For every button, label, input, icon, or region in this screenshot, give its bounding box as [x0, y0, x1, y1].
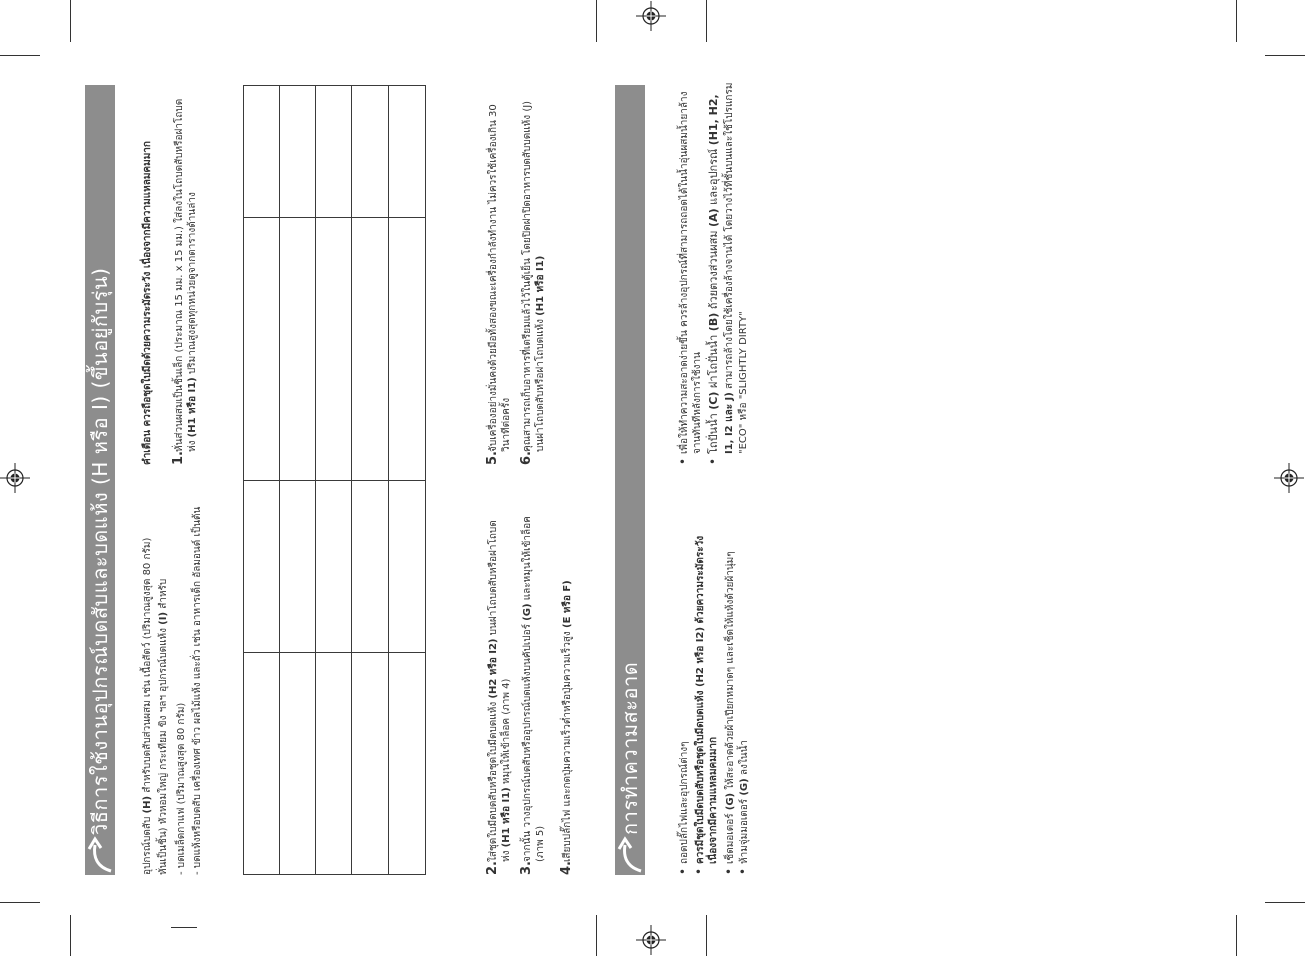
table-cell: [352, 481, 389, 653]
table-cell: [352, 653, 389, 875]
crop-mark: [70, 915, 71, 956]
list-item-continuation: เนื่องจากมีความแหลมคมมาก: [708, 736, 719, 864]
registration-mark-icon: [636, 925, 666, 955]
table-cell: [244, 86, 280, 218]
crop-mark: [596, 0, 597, 42]
table-cell: [389, 481, 426, 653]
intro-line: อุปกรณ์บดสับ (H) สำหรับบดสับส่วนผสม เช่น เนื้อสัตว์ (ปริมาณสูงสุด 80 กรัม): [142, 537, 153, 875]
registration-mark-icon: [1274, 463, 1304, 493]
table-cell: [244, 653, 280, 875]
crop-mark: [0, 902, 40, 903]
intro-line: - บดแห้งหรือบดสับ เครื่องเทศ ข้าว ผลไม้แห้ง และถั่ว เช่น อาหารเด็ก อัลมอนด์ เป็นต้น: [192, 506, 203, 875]
table-cell: [389, 653, 426, 875]
section-header-cleaning: [615, 85, 645, 875]
table-cell: [352, 217, 389, 481]
table-cell: [389, 217, 426, 481]
table-cell: [280, 217, 316, 481]
curved-arrow-icon: [615, 835, 645, 875]
registration-mark-icon: [636, 1, 666, 31]
table-cell: [280, 481, 316, 653]
list-item-continuation: I1, I2 และ J) สามารถล้างโดยใช้เครื่องล้างจานได้ โดยวางไว้ที่ชั้นบนและใช้โปรแกรม: [724, 82, 735, 454]
step-4: 4. เสียบปลั๊กไฟ และกดปุ่มความเร็วต่ำหรือปุ่มความเร็วสูง (E หรือ F): [559, 580, 574, 875]
table-cell: [316, 217, 352, 481]
list-item: •ควรมีชุดใบมีดบดสับหรือชุดใบมีดบดแห้ง (H2 หรือ I2) ด้วยความระมัดระวัง: [692, 535, 706, 875]
intro-line: หั่นเป็นชิ้น) หัวหอมใหญ่ กระเทียม ขิง ฯลฯ อุปกรณ์บดแห้ง (I) สำหรับ: [158, 578, 169, 875]
table-cell: [316, 481, 352, 653]
list-item: •ห้ามจุ่มมอเตอร์ (G) ลงในน้ำ: [736, 739, 750, 875]
step-6: 6. คุณสามารถเก็บอาหารที่เตรียมแล้วไว้ในตู้เย็น โดยปิดฝาปิดอาหารบดสับบดแห้ง (J) บนฝาโถบดสับหรือฝาโถบดแห้ง (H1 หรือ I1): [519, 100, 546, 465]
list-item: •เพื่อให้ทำความสะอาดง่ายขึ้น ควรล้างอุปกรณ์ที่สามารถถอดได้ในน้ำอุ่นผสมน้ำยาล้าง: [676, 91, 690, 465]
step-5: 5. จับเครื่องอย่างมั่นคงด้วยมือทั้งสองขณะเครื่องกำลังทำงาน ไม่ควรใช้เครื่องเกิน 30 วินาทีต่อครั้ง: [485, 104, 512, 465]
table-cell: [352, 86, 389, 218]
crop-mark: [1236, 915, 1237, 956]
step-3: 3. จากนั้น วางอุปกรณ์บดสับหรืออุปกรณ์บดแห้งบนคัปเปอร์ (G) และหมุนให้เข้าล็อค (ภาพ 5): [519, 516, 546, 875]
table-cell: [244, 481, 280, 653]
table-cell: [280, 86, 316, 218]
list-item-continuation: จานทันทีหลังการใช้งาน: [692, 352, 703, 454]
list-item: •โถปั่นน้ำ (C) ฝาโถปั่นน้ำ (B) ถ้วยตวงส่วนผสม (A) และอุปกรณ์ (H1, H2,: [706, 94, 720, 465]
rotated-page: [85, 65, 1265, 875]
section-header-usage: [85, 85, 115, 875]
registration-mark-icon: [0, 463, 30, 493]
crop-mark: [1265, 55, 1305, 56]
quantity-table: [243, 85, 426, 875]
intro-line: - บดเมล็ดกาแฟ (ปริมาณสูงสุด 80 กรัม): [176, 702, 187, 875]
table-cell: [316, 86, 352, 218]
list-item: •เช็ดมอเตอร์ (G) ให้สะอาดด้วยผ้าเปียกหมาดๆ และเช็ดให้แห้งด้วยผ้านุ่มๆ: [722, 551, 736, 875]
table-cell: [316, 653, 352, 875]
page-number-rule: [171, 927, 197, 928]
table-cell: [280, 653, 316, 875]
crop-mark: [70, 0, 71, 42]
list-item: •ถอดปลั๊กไฟและอุปกรณ์ต่างๆ: [676, 741, 690, 875]
warning-text: คำเตือน ควรถือชุดใบมีดด้วยความระมัดระวัง เนื่องจากมีความแหลมคมมาก: [142, 141, 153, 465]
step-2: 2. ใส่ชุดใบมีดบดสับหรือชุดใบมีดบดแห้ง (H2 หรือ I2) บนฝาโถบดสับหรือฝาโถบด ห่ง (H1 หรือ I1) หมุนให้เข้าล็อค (ภาพ 4): [485, 520, 512, 875]
crop-mark: [596, 915, 597, 956]
table-cell: [389, 86, 426, 218]
curved-arrow-icon: [85, 835, 115, 875]
crop-mark: [706, 915, 707, 956]
step-1: 1. หั่นส่วนผสมเป็นชิ้นเล็ก (ประมาณ 15 มม. x 15 มม.) ใส่ลงในโถบดสับหรือฝาโถบด ห่ง (H1 หรือ I1) ปริมาณสูงสุดทุกหน่วยดูจากตารางด้านล่าง: [171, 98, 198, 465]
crop-mark: [1236, 0, 1237, 42]
crop-mark: [1265, 902, 1305, 903]
crop-mark: [0, 55, 40, 56]
section-title: วิธีการใช้งานอุปกรณ์บดสับและบดแห้ง (H หรือ I) (ขึ้นอยู่กับรุ่น): [88, 267, 112, 835]
crop-mark: [706, 0, 707, 42]
list-item-continuation: "ECO" หรือ "SLIGHTLY DIRTY": [738, 311, 749, 454]
section-title: การทำความสะอาด: [618, 661, 642, 835]
table-cell: [244, 217, 280, 481]
